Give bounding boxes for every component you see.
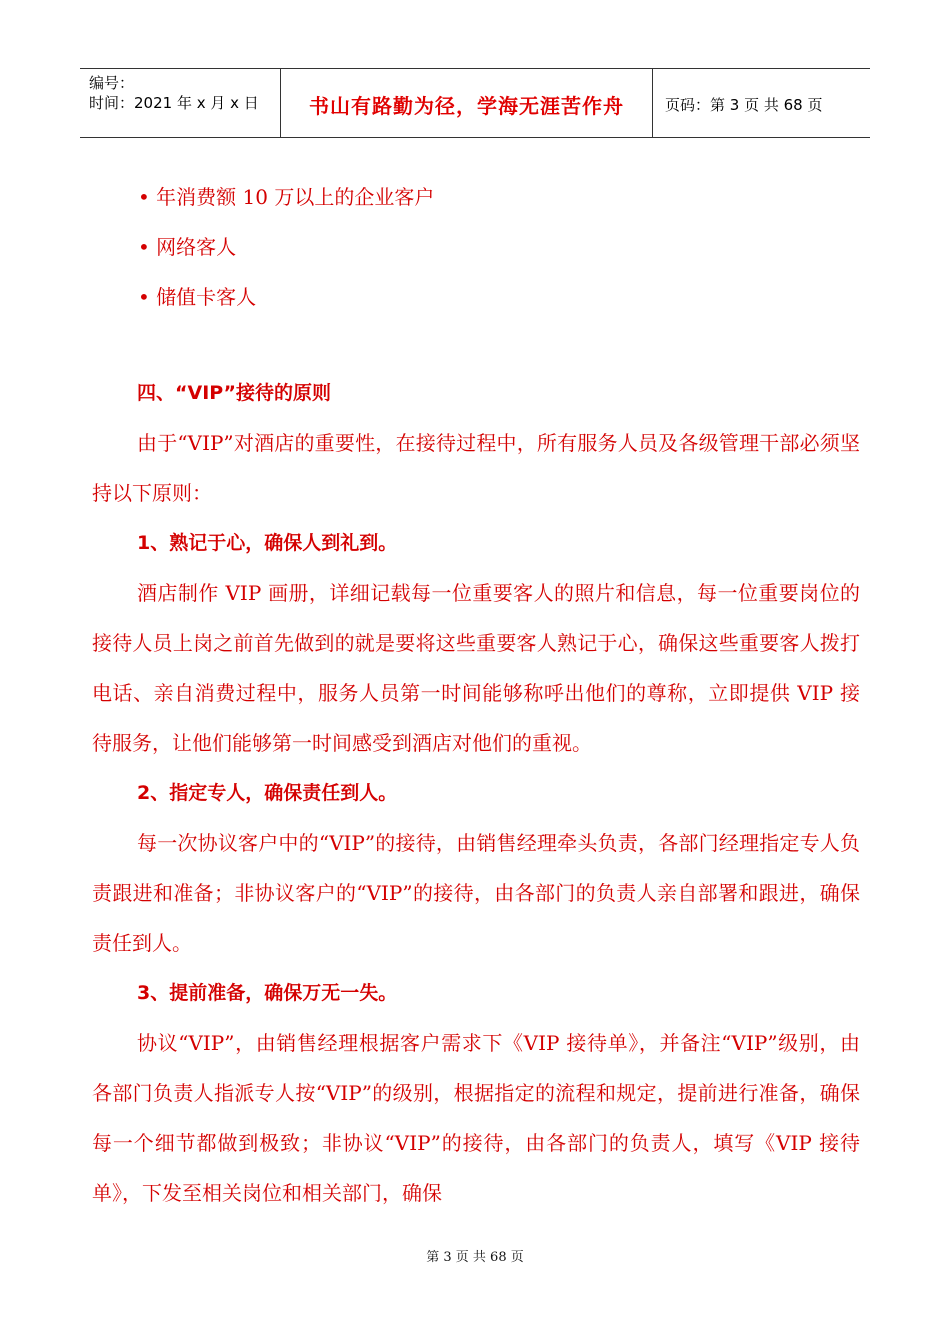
spacer: [92, 322, 860, 368]
list-item: • 网络客人: [138, 235, 237, 259]
page-footer: 第 3 页 共 68 页: [426, 1250, 524, 1265]
header-page-info: 页码：第 3 页 共 68 页: [665, 95, 823, 114]
principle-title: 3、提前准备，确保万无一失。: [137, 982, 398, 1004]
section-title: 四、“VIP”接待的原则: [137, 382, 332, 404]
principle-title: 2、指定专人，确保责任到人。: [137, 782, 398, 804]
document-body: [92, 172, 860, 1218]
document-date: 时间：2021 年 x 月 x 日: [89, 94, 259, 112]
principle-body: 协议“VIP”，由销售经理根据客户需求下《VIP 接待单》，并备注“VIP”级别，由各部门负责人指派专人按“VIP”的级别，根据指定的流程和规定，提前进行准备，确保每一个细节都做到极致；非协议“VIP”的接待，由各部门的负责人，填写《VIP 接待单》，下发至相关岗位和相关部门，确保: [92, 1031, 860, 1205]
principle-title: 1、熟记于心，确保人到礼到。: [137, 532, 398, 554]
header-meta: [80, 69, 281, 137]
list-item: • 储值卡客人: [138, 285, 257, 309]
header-motto: 书山有路勤为径，学海无涯苦作舟: [281, 69, 653, 137]
principle-body: 酒店制作 VIP 画册，详细记载每一位重要客人的照片和信息，每一位重要岗位的接待人员上岗之前首先做到的就是要将这些重要客人熟记于心，确保这些重要客人拨打电话、亲自消费过程中，服务人员第一时间能够称呼出他们的尊称，立即提供 VIP 接待服务，让他们能够第一时间感受到酒店对他们的重视。: [92, 581, 860, 755]
intro-paragraph: 由于“VIP”对酒店的重要性，在接待过程中，所有服务人员及各级管理干部必须坚持以下原则：: [92, 431, 860, 505]
list-item: • 年消费额 10 万以上的企业客户: [138, 185, 435, 209]
principle-body: 每一次协议客户中的“VIP”的接待，由销售经理牵头负责，各部门经理指定专人负责跟进和准备；非协议客户的“VIP”的接待，由各部门的负责人亲自部署和跟进，确保责任到人。: [92, 831, 860, 955]
document-number-label: 编号：: [89, 74, 135, 92]
page-header: [80, 68, 870, 138]
